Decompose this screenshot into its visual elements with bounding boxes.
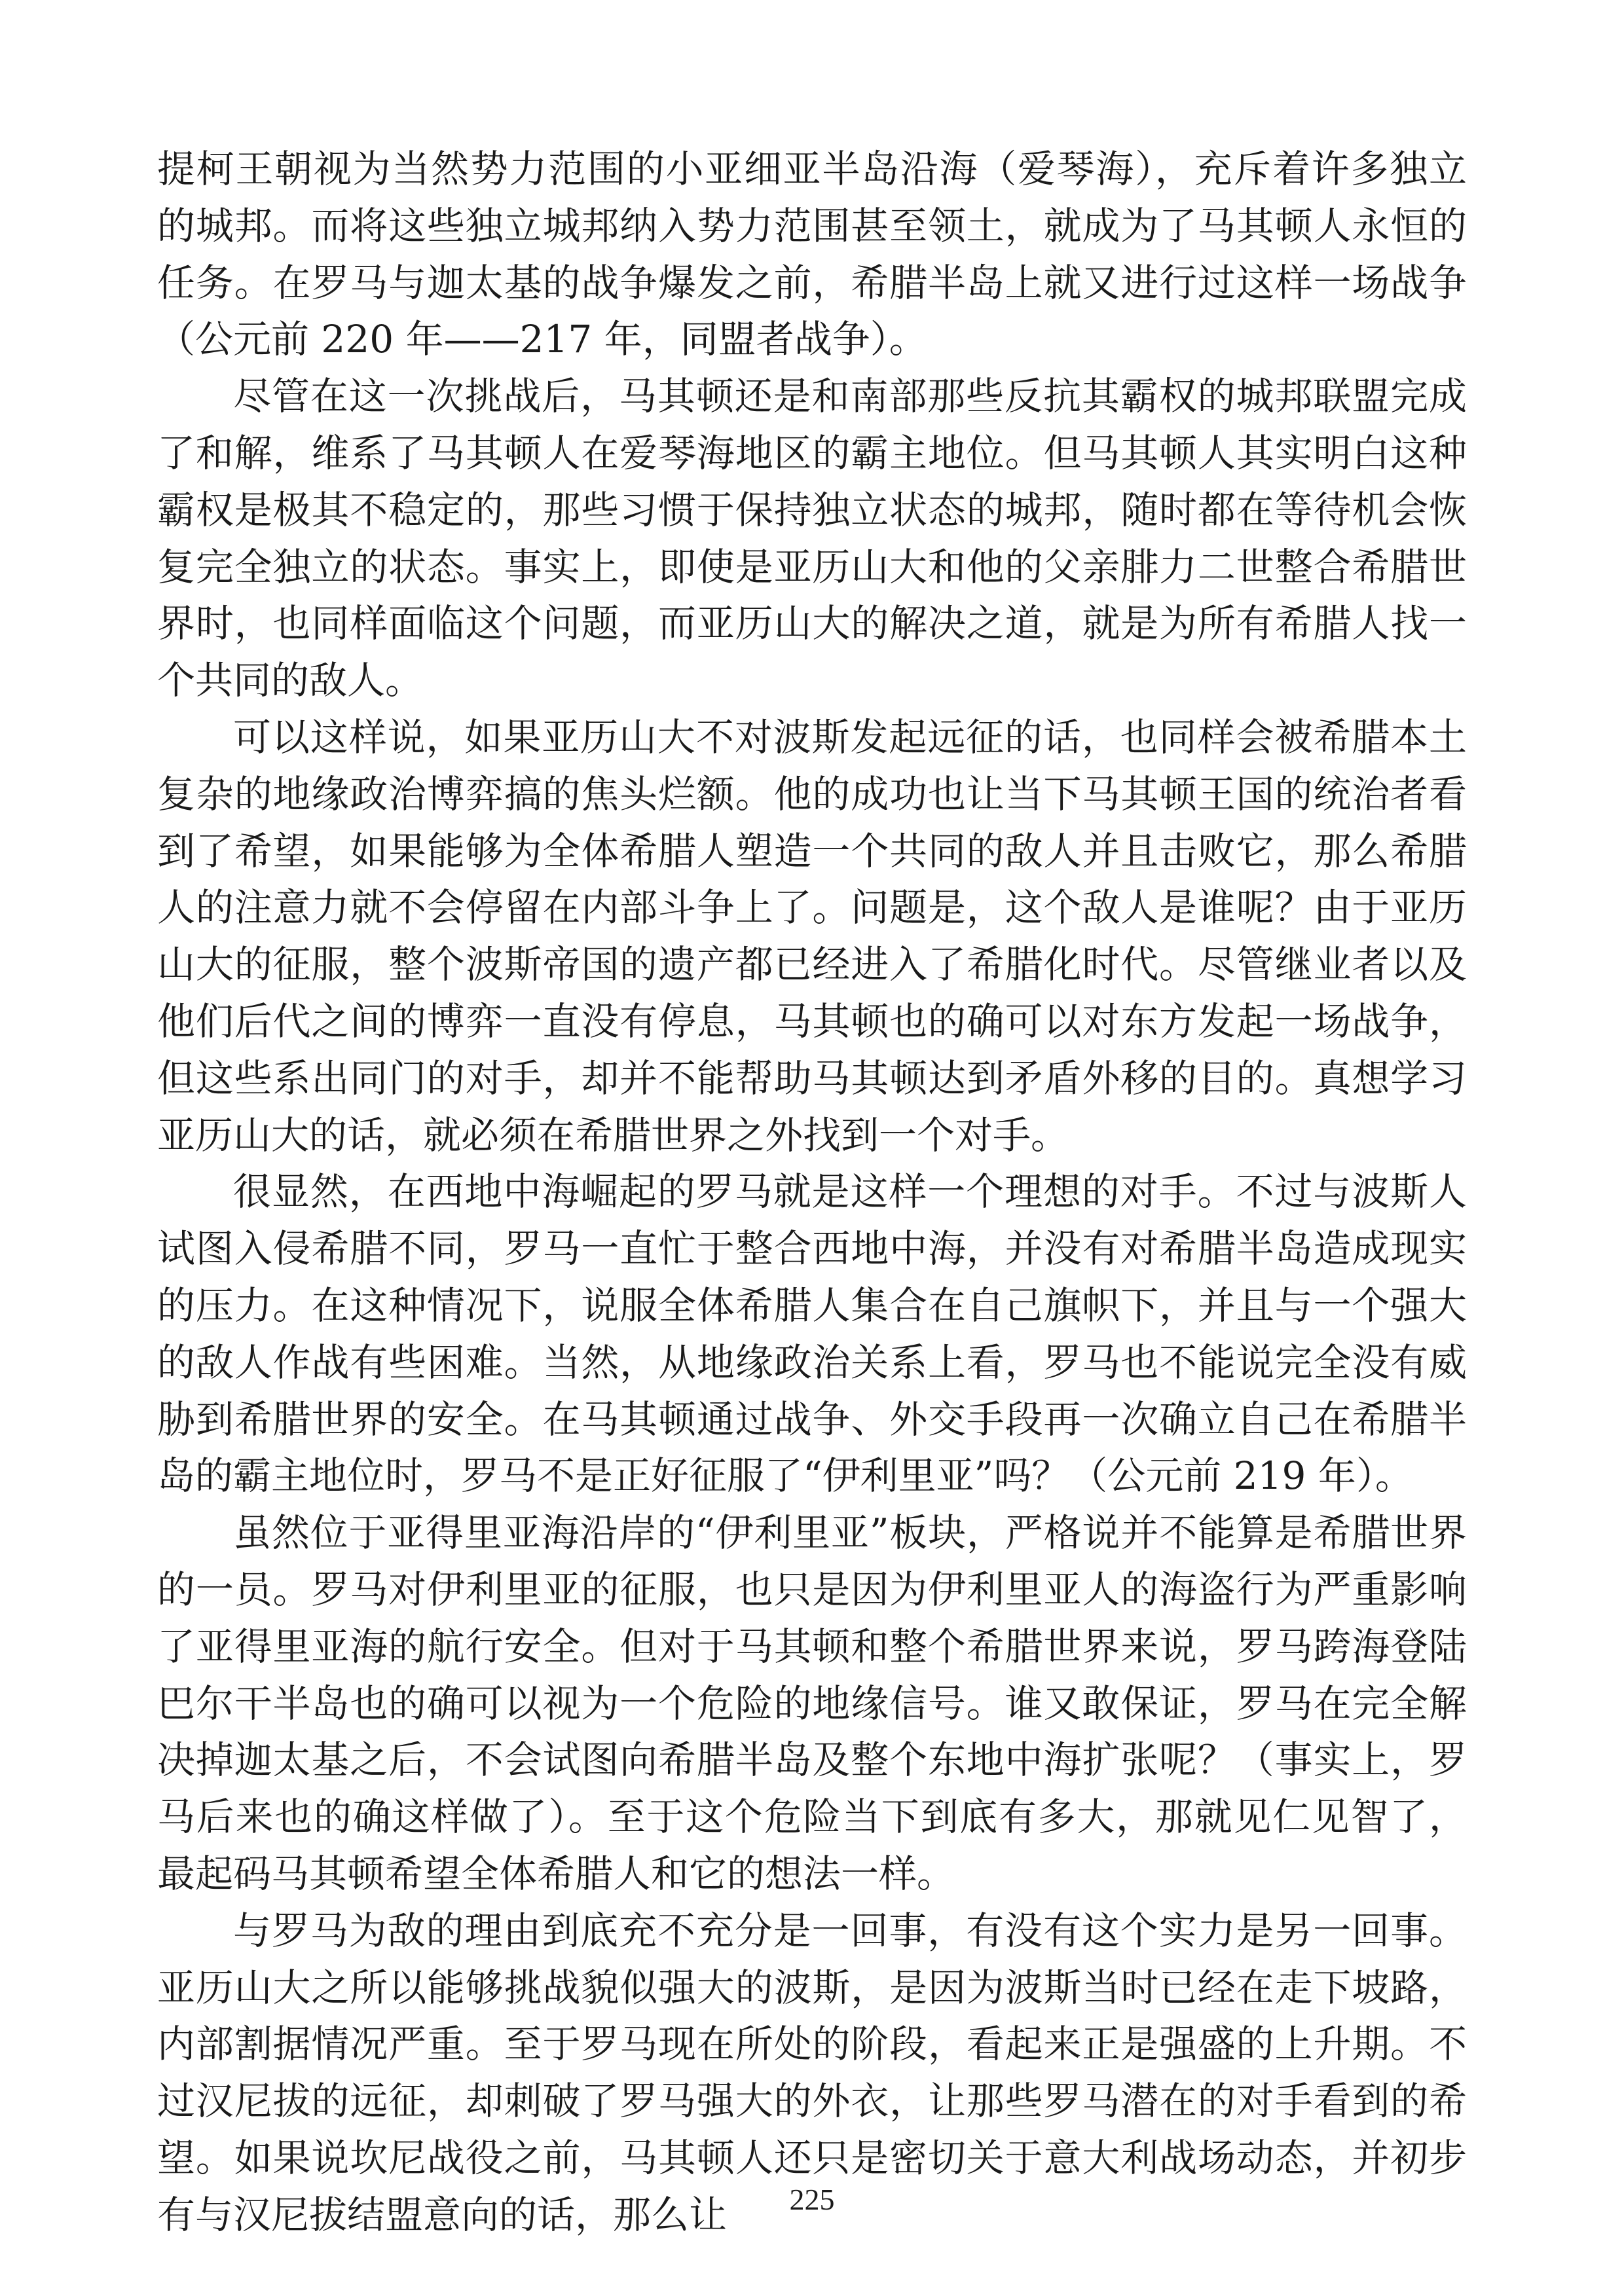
paragraph-6: 与罗马为敌的理由到底充不充分是一回事，有没有这个实力是另一回事。亚历山大之所以能够挑战貌似强大的波斯，是因为波斯当时已经在走下坡路，内部割据情况严重。至于罗马现在所处的阶段，看起来正是强盛的上升期。不过汉尼拔的远征，却刺破了罗马强大的外衣，让那些罗马潜在的对手看到的希望。如果说坎尼战役之前，马其顿人还只是密切关于意大利战场动态，并初步有与汉尼拔结盟意向的话，那么让 <box>157 1908 1467 2237</box>
paragraph-1: 提柯王朝视为当然势力范围的小亚细亚半岛沿海（爱琴海），充斥着许多独立的城邦。而将这些独立城邦纳入势力范围甚至领土，就成为了马其顿人永恒的任务。在罗马与迦太基的战争爆发之前，希腊半岛上就又进行过这样一场战争（公元前 220 年——217 年，同盟者战争）。 <box>157 147 1467 362</box>
paragraph-4: 很显然，在西地中海崛起的罗马就是这样一个理想的对手。不过与波斯人试图入侵希腊不同，罗马一直忙于整合西地中海，并没有对希腊半岛造成现实的压力。在这种情况下，说服全体希腊人集合在自己旗帜下，并且与一个强大的敌人作战有些困难。当然，从地缘政治关系上看，罗马也不能说完全没有威胁到希腊世界的安全。在马其顿通过战争、外交手段再一次确立自己在希腊半岛的霸主地位时，罗马不是正好征服了“伊利里亚”吗？（公元前 219 年）。 <box>157 1169 1467 1499</box>
paragraph-3: 可以这样说，如果亚历山大不对波斯发起远征的话，也同样会被希腊本土复杂的地缘政治博弈搞的焦头烂额。他的成功也让当下马其顿王国的统治者看到了希望，如果能够为全体希腊人塑造一个共同的敌人并且击败它，那么希腊人的注意力就不会停留在内部斗争上了。问题是，这个敌人是谁呢？由于亚历山大的征服，整个波斯帝国的遗产都已经进入了希腊化时代。尽管继业者以及他们后代之间的博弈一直没有停息，马其顿也的确可以对东方发起一场战争，但这些系出同门的对手，却并不能帮助马其顿达到矛盾外移的目的。真想学习亚历山大的话，就必须在希腊世界之外找到一个对手。 <box>157 714 1467 1157</box>
paragraph-5: 虽然位于亚得里亚海沿岸的“伊利里亚”板块，严格说并不能算是希腊世界的一员。罗马对伊利里亚的征服，也只是因为伊利里亚人的海盗行为严重影响了亚得里亚海的航行安全。但对于马其顿和整个希腊世界来说，罗马跨海登陆巴尔干半岛也的确可以视为一个危险的地缘信号。谁又敢保证，罗马在完全解决掉迦太基之后，不会试图向希腊半岛及整个东地中海扩张呢？（事实上，罗马后来也的确这样做了）。至于这个危险当下到底有多大，那就见仁见智了，最起码马其顿希望全体希腊人和它的想法一样。 <box>157 1510 1467 1896</box>
page-number: 225 <box>789 2183 835 2216</box>
paragraph-2: 尽管在这一次挑战后，马其顿还是和南部那些反抗其霸权的城邦联盟完成了和解，维系了马其顿人在爱琴海地区的霸主地位。但马其顿人其实明白这种霸权是极其不稳定的，那些习惯于保持独立状态的城邦，随时都在等待机会恢复完全独立的状态。事实上，即使是亚历山大和他的父亲腓力二世整合希腊世界时，也同样面临这个问题，而亚历山大的解决之道，就是为所有希腊人找一个共同的敌人。 <box>157 374 1467 703</box>
